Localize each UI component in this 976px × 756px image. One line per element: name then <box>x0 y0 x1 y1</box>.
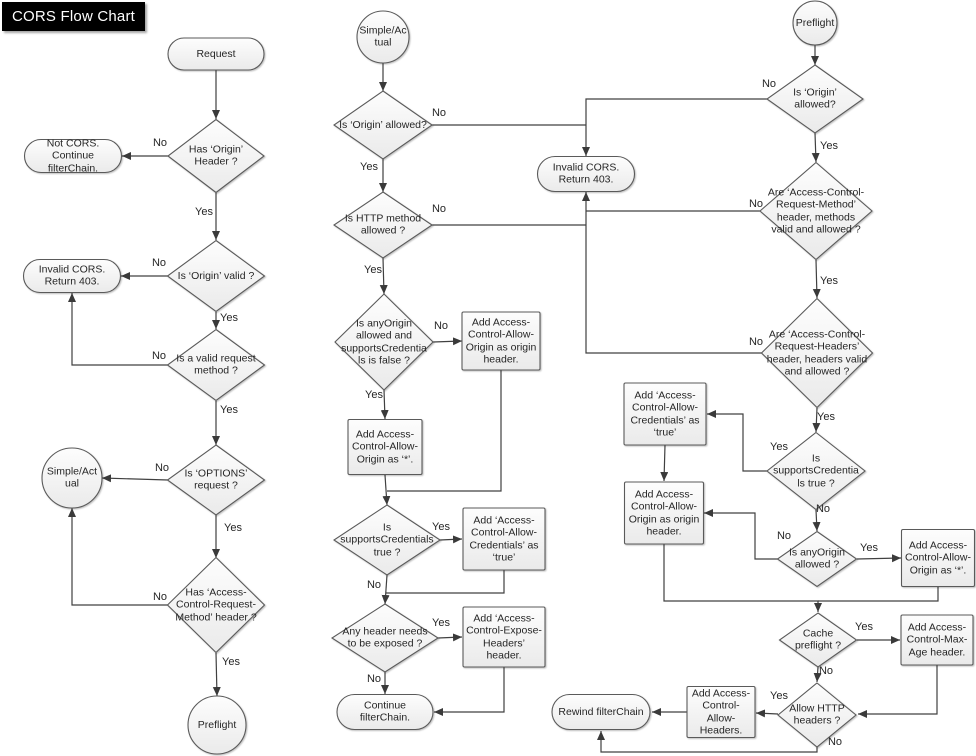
edge-label-no-6: No <box>154 462 170 474</box>
connector <box>384 390 385 419</box>
connector <box>433 341 462 342</box>
r-anyorigin-allowed-label: Is anyOrigin allowed ? <box>788 546 846 571</box>
has-origin-header-label: Has ‘Origin’ Header ? <box>188 143 244 168</box>
connector <box>818 587 938 601</box>
connector <box>438 637 462 638</box>
connector <box>586 192 762 353</box>
preflight-left-label: Preflight <box>197 718 237 731</box>
edge-label-no-22: No <box>748 198 764 210</box>
rewind-filterchain-label: Rewind filterChain <box>558 705 644 718</box>
mid-add-acao-star-label: Add Access-Control-Allow-Origin as ‘*’. <box>352 428 418 466</box>
edge-label-yes-16: Yes <box>432 521 450 533</box>
connector <box>386 570 504 593</box>
start-request-label: Request <box>196 47 236 60</box>
connector <box>385 575 387 604</box>
connector <box>440 539 462 540</box>
edge-label-yes-5: Yes <box>220 404 238 416</box>
cache-preflight-label: Cache preflight ? <box>794 627 842 652</box>
is-options-request-label: Is ‘OPTIONS’ request ? <box>184 467 248 492</box>
edge-label-yes-15: Yes <box>365 389 383 401</box>
simple-actual-left-label: Simple/Actual <box>46 465 98 490</box>
mid-add-expose-headers-label: Add ‘Access-Control-Expose-Headers’ header. <box>466 612 542 662</box>
r-add-acac-true-label: Add ‘Access-Control-Allow-Credentials’ as ‘true’ <box>630 389 700 439</box>
edge-label-no-2: No <box>151 257 167 269</box>
edge-label-yes-18: Yes <box>432 617 450 629</box>
edge-label-no-10: No <box>431 107 447 119</box>
connector <box>385 475 387 505</box>
connector <box>383 258 384 294</box>
mid-is-origin-allowed-label: Is ‘Origin’ allowed? <box>339 118 427 131</box>
invalid-cors-mid-label: Invalid CORS. Return 403. <box>552 161 620 186</box>
invalid-cors-left-label: Invalid CORS. Return 403. <box>38 263 106 288</box>
r-acrh-valid-label: Are ‘Access-Control-Request-Headers’ header, headers valid and allowed ? <box>766 328 868 378</box>
edge-label-no-4: No <box>151 350 167 362</box>
mid-anyorigin-cred-false-label: Is anyOrigin allowed and supportsCredentials is false ? <box>341 317 427 367</box>
edge-label-no-14: No <box>433 320 449 332</box>
is-origin-valid-label: Is ‘Origin’ valid ? <box>177 269 255 282</box>
connector <box>707 414 767 471</box>
add-max-age-label: Add Access-Control-Max-Age header. <box>906 621 968 659</box>
r-add-acao-star-label: Add Access-Control-Allow-Origin as ‘*’. <box>905 539 971 577</box>
is-valid-request-method-label: Is a valid request method ? <box>176 352 256 377</box>
mid-any-header-exposed-label: Any header needs to be exposed ? <box>342 625 428 650</box>
connector <box>704 513 778 559</box>
mid-add-acac-true-label: Add ‘Access-Control-Allow-Credentials’ as ‘true’ <box>469 514 539 564</box>
r-supports-cred-label: Is supportsCredentials true ? <box>773 452 859 490</box>
allow-http-headers-label: Allow HTTP headers ? <box>789 702 845 727</box>
edge-label-no-8: No <box>152 591 168 603</box>
edge-label-no-28: No <box>776 530 792 542</box>
connector <box>815 133 816 162</box>
chart-title: CORS Flow Chart <box>2 2 145 31</box>
edge-label-yes-30: Yes <box>855 621 873 633</box>
r-acrm-valid-label: Are ‘Access-Control-Request-Method’ header, methods valid and allowed ? <box>767 186 865 236</box>
edge-label-yes-25: Yes <box>817 411 835 423</box>
edge-label-no-12: No <box>431 203 447 215</box>
not-cors-label: Not CORS. Continue filterChain. <box>46 137 100 175</box>
edge-label-yes-21: Yes <box>820 140 838 152</box>
connector <box>216 653 217 696</box>
mid-http-method-allowed-label: Is HTTP method allowed ? <box>344 212 422 237</box>
connector <box>858 665 937 714</box>
simple-actual-mid-label: Simple/Actual <box>359 24 407 49</box>
connector <box>434 667 504 712</box>
connector <box>857 558 901 559</box>
connector <box>816 260 817 298</box>
continue-filterchain-label: Continue filterChain. <box>359 699 411 724</box>
edge-label-yes-23: Yes <box>820 275 838 287</box>
edge-label-no-31: No <box>818 665 834 677</box>
edge-label-no-33: No <box>827 736 843 748</box>
mid-add-acao-origin-label: Add Access-Control-Allow-Origin as origin header. <box>465 316 537 366</box>
edge-label-yes-1: Yes <box>195 206 213 218</box>
preflight-right-label: Preflight <box>795 16 835 29</box>
r-add-acao-origin-label: Add Access-Control-Allow-Origin as origin header. <box>628 488 700 538</box>
r-is-origin-allowed-label: Is ‘Origin’ allowed? <box>793 86 837 111</box>
connector <box>817 667 818 682</box>
edge-label-yes-29: Yes <box>860 542 878 554</box>
edge-label-no-19: No <box>366 673 382 685</box>
edge-label-no-27: No <box>815 503 831 515</box>
edge-label-yes-3: Yes <box>220 312 238 324</box>
connector <box>664 445 665 481</box>
mid-supports-cred-label: Is supportsCredentials true ? <box>340 521 434 559</box>
edge-label-no-0: No <box>152 137 168 149</box>
edge-label-yes-7: Yes <box>224 522 242 534</box>
connector <box>102 478 168 480</box>
edge-label-no-17: No <box>366 579 382 591</box>
edge-label-yes-26: Yes <box>770 441 788 453</box>
edge-label-yes-11: Yes <box>360 161 378 173</box>
connector <box>586 99 767 156</box>
edge-label-no-20: No <box>761 78 777 90</box>
edge-label-no-24: No <box>748 336 764 348</box>
connector <box>756 713 778 714</box>
add-allow-headers-label: Add Access-Control-Allow-Headers. <box>691 687 751 737</box>
edge-label-yes-9: Yes <box>222 656 240 668</box>
edge-label-yes-32: Yes <box>770 690 788 702</box>
edge-label-yes-13: Yes <box>364 264 382 276</box>
has-acrm-header-label: Has ‘Access-Control-Request-Method’ header ? <box>175 586 257 624</box>
